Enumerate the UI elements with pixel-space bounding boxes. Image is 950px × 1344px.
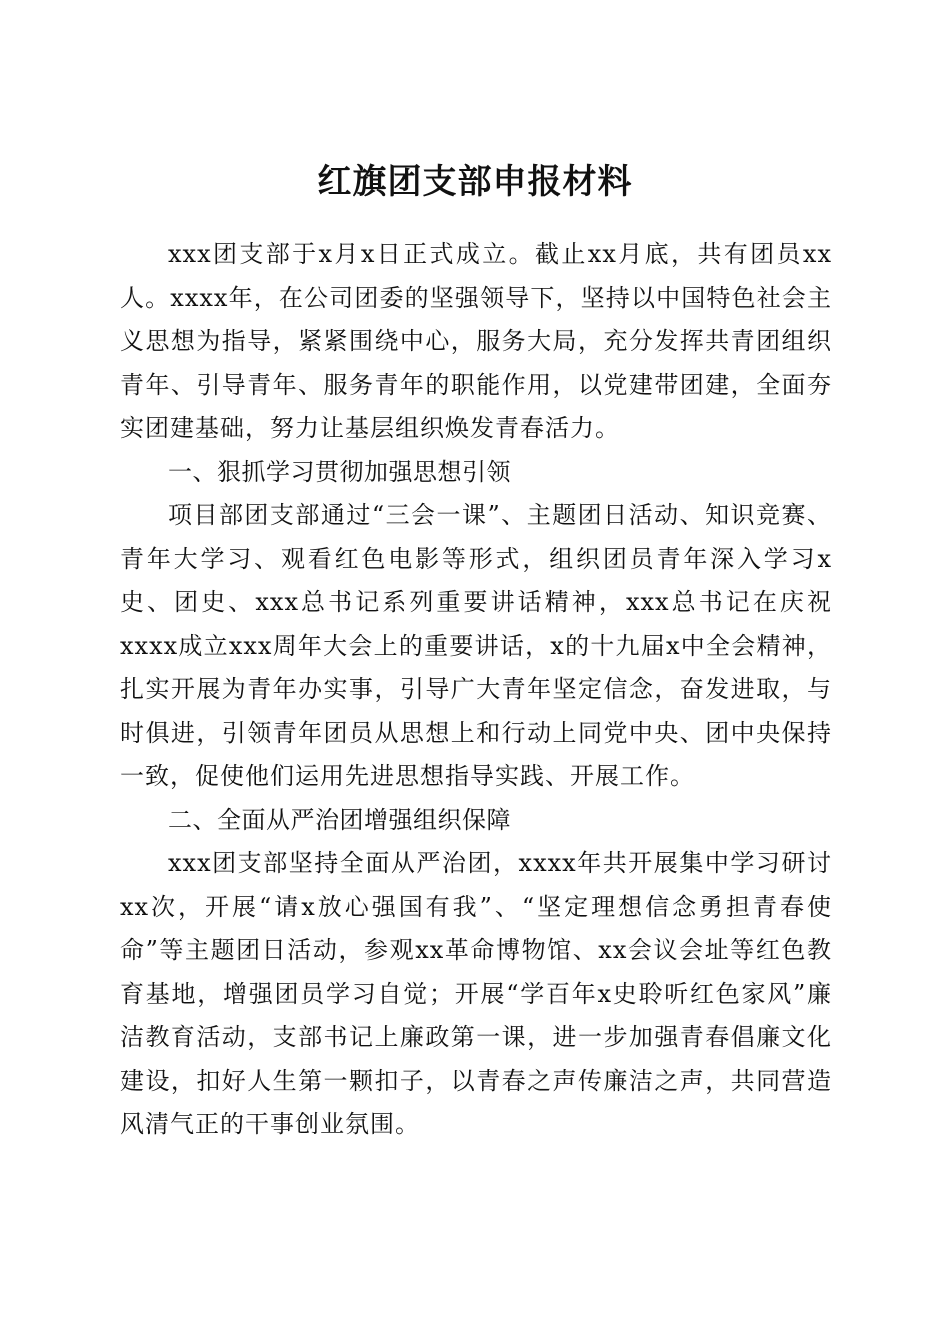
document-title: 红旗团支部申报材料 (317, 161, 633, 202)
section-2-paragraph: xxx团支部坚持全面从严治团，xxxx年共开展集中学习研讨xx次，开展“请x放心强国有我”、“坚定理想信念勇担青春使命”等主题团日活动，参观xx革命博物馆、xx会议会址等红色教育基地，增强团员学习自觉；开展“学百年x史聆听红色家风”廉洁教育活动，支部书记上廉政第一课，进一步加强青春倡廉文化建设，扣好人生第一颗扣子，以青春之声传廉洁之声，共同营造风清气正的干事创业氛围。 (120, 849, 832, 1138)
intro-paragraph: xxx团支部于x月x日正式成立。截止xx月底，共有团员xx人。xxxx年，在公司团委的坚强领导下，坚持以中国特色社会主义思想为指导，紧紧围绕中心，服务大局，充分发挥共青团组织青年、引导青年、服务青年的职能作用，以党建带团建，全面夯实团建基础，努力让基层组织焕发青春活力。 (120, 240, 832, 442)
section-1-paragraph: 项目部团支部通过“三会一课”、主题团日活动、知识竞赛、青年大学习、观看红色电影等形式，组织团员青年深入学习x史、团史、xxx总书记系列重要讲话精神，xxx总书记在庆祝xxxx成立xxx周年大会上的重要讲话，x的十九届x中全会精神，扎实开展为青年办实事，引导广大青年坚定信念，奋发进取，与时俱进，引领青年团员从思想上和行动上同党中央、团中央保持一致，促使他们运用先进思想指导实践、开展工作。 (120, 501, 832, 790)
section-2-heading: 二、全面从严治团增强组织保障 (168, 805, 511, 834)
document-body (120, 233, 832, 1147)
section-1-heading: 一、狠抓学习贯彻加强思想引领 (168, 457, 511, 486)
